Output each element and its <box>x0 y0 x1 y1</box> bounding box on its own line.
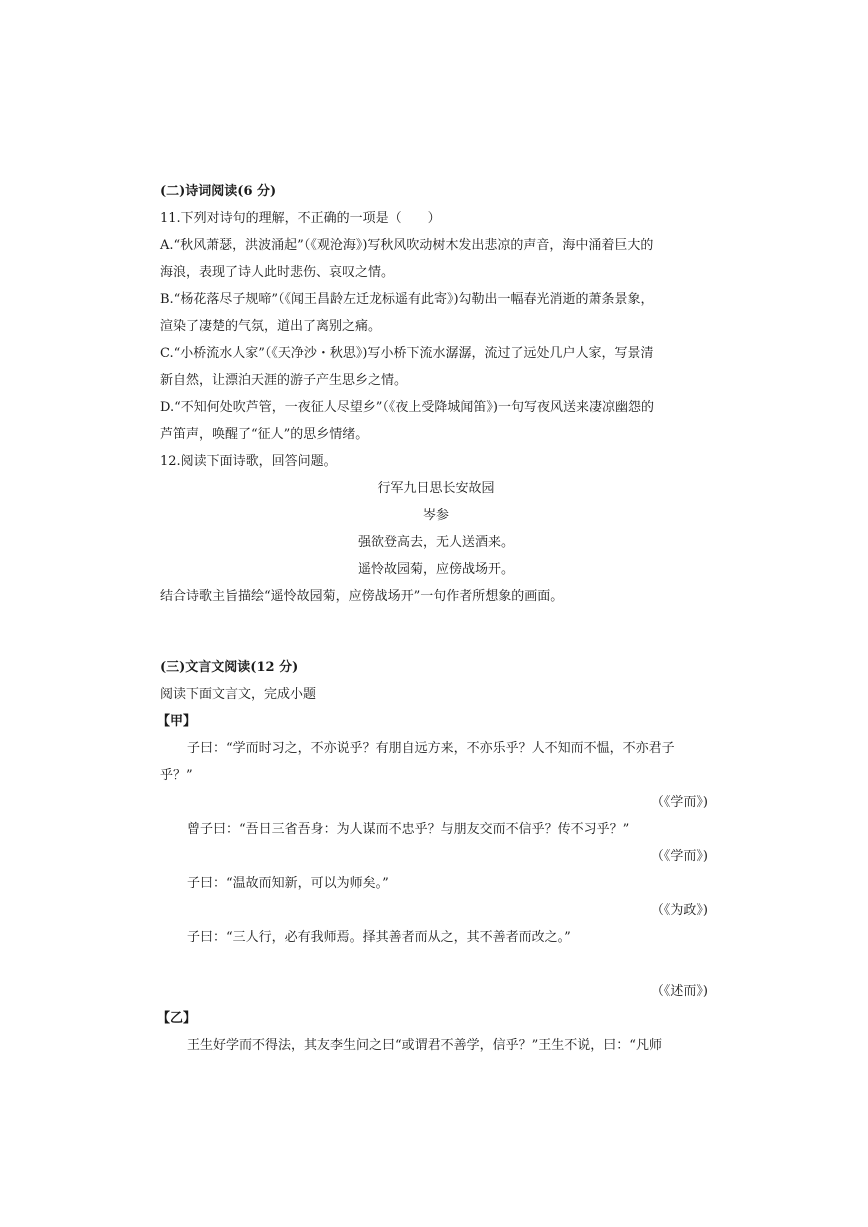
spacer <box>160 610 712 654</box>
part-b-line: 王生好学而不得法，其友李生问之曰“或谓君不善学，信乎？”王生不说，曰：“凡师 <box>187 1038 662 1053</box>
quote-block <box>160 735 712 816</box>
part-b-label: 【乙】 <box>157 1011 197 1026</box>
option-line: C.“小桥流水人家”（《天净沙・秋思》)写小桥下流水潺潺，流过了远处几户人家，写景清 <box>160 346 654 361</box>
section3-heading: (三)文言文阅读(12 分) <box>160 660 299 675</box>
quote-line: 曾子曰：“吾日三省吾身：为人谋而不忠乎？与朋友交而不信乎？传不习乎？” <box>187 822 630 837</box>
option-line: D.“不知何处吹芦管，一夜征人尽望乡”（《夜上受降城闻笛》)一句写夜风送来凄凉幽怨的 <box>160 400 654 415</box>
q11-option-a <box>160 232 712 286</box>
quote-source: （《学而》) <box>650 795 708 810</box>
quote-line: 乎？” <box>160 768 193 783</box>
q12-question: 结合诗歌主旨描绘“遥怜故园菊，应傍战场开”一句作者所想象的画面。 <box>160 589 564 604</box>
part-a-label: 【甲】 <box>157 714 197 729</box>
document-content <box>157 178 712 1059</box>
q11-stem: 11.下列对诗句的理解，不正确的一项是（ ） <box>160 211 441 226</box>
q11-option-c <box>160 340 712 394</box>
option-line: B.“杨花落尽子规啼”（《闻王昌龄左迁龙标遥有此寄》)勾勒出一幅春光消逝的萧条景象， <box>160 292 654 307</box>
option-line: 芦笛声，唤醒了“征人”的思乡情绪。 <box>160 427 369 442</box>
quote-block <box>160 816 712 870</box>
option-line: 海浪，表现了诗人此时悲伤、哀叹之情。 <box>160 265 395 280</box>
poem-line: 强欲登高去，无人送酒来。 <box>357 535 514 550</box>
quote-source: （《述而》) <box>650 984 708 999</box>
option-line: 新自然，让漂泊天涯的游子产生思乡之情。 <box>160 373 408 388</box>
quote-line: 子曰：“学而时习之，不亦说乎？有朋自远方来，不亦乐乎？人不知而不愠，不亦君子 <box>187 741 675 756</box>
q12-stem: 12.阅读下面诗歌，回答问题。 <box>160 454 337 469</box>
quote-source: （《为政》) <box>650 903 708 918</box>
poem-title: 行军九日思长安故园 <box>377 481 495 496</box>
q11-option-d <box>160 394 712 448</box>
quote-block <box>160 870 712 924</box>
q11-option-b <box>160 286 712 340</box>
option-line: 渲染了凄楚的气氛，道出了离别之痛。 <box>160 319 382 334</box>
quote-source: （《学而》) <box>650 849 708 864</box>
poem-author: 岑参 <box>422 508 449 523</box>
quote-block <box>160 924 712 1005</box>
poem-line: 遥怜故园菊，应傍战场开。 <box>357 562 514 577</box>
quote-line: 子曰：“三人行，必有我师焉。择其善者而从之，其不善者而改之。” <box>187 930 571 945</box>
spacer <box>160 951 712 978</box>
section2-heading: (二)诗词阅读(6 分) <box>160 184 277 199</box>
section3-intro: 阅读下面文言文，完成小题 <box>160 687 317 702</box>
option-line: A.“秋风萧瑟，洪波涌起”（《观沧海》)写秋风吹动树木发出悲凉的声音，海中涌着巨大的 <box>160 238 654 253</box>
quote-line: 子曰：“温故而知新，可以为师矣。” <box>187 876 389 891</box>
